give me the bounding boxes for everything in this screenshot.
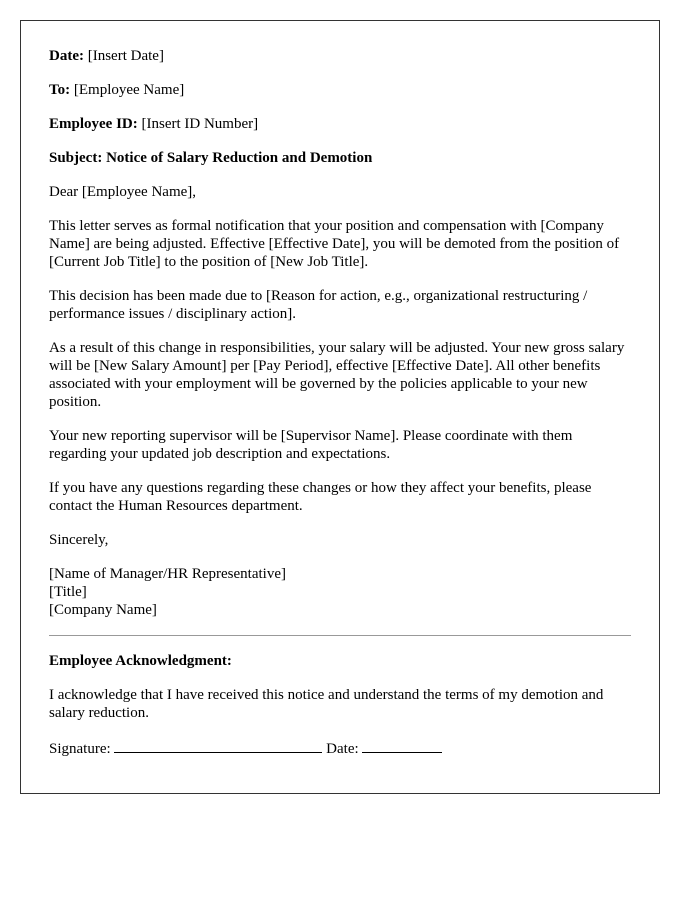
- date-line: [49, 47, 631, 65]
- ack-date-label: Date:: [326, 741, 359, 757]
- signature-line: [49, 738, 631, 758]
- signer-title: [Title]: [49, 584, 87, 600]
- signer-name: [Name of Manager/HR Representative]: [49, 566, 286, 582]
- to-label: To:: [49, 82, 71, 98]
- employee-id-label: Employee ID:: [49, 116, 138, 132]
- section-divider: [49, 635, 631, 636]
- date-value: [Insert Date]: [87, 48, 164, 64]
- signer-company: [Company Name]: [49, 602, 157, 618]
- signature-blank[interactable]: [114, 738, 322, 753]
- body-paragraph-3: As a result of this change in responsibilities, your salary will be adjusted. Your new gross salary will be [New Salary Amount] per [Pay Period], effective [Effective Date]. All other benefits associated with your employment will be governed by the policies applicable to your new position.: [49, 340, 625, 410]
- signature-block: [49, 565, 631, 619]
- employee-id-line: [49, 115, 631, 133]
- body-paragraph-4: Your new reporting supervisor will be [Supervisor Name]. Please coordinate with them regarding your updated job description and expectations.: [49, 428, 573, 462]
- subject-line: Subject: Notice of Salary Reduction and Demotion: [49, 150, 373, 166]
- to-value: [Employee Name]: [73, 82, 185, 98]
- acknowledgment-heading: Employee Acknowledgment:: [49, 653, 232, 669]
- date-blank[interactable]: [362, 738, 442, 753]
- employee-id-value: [Insert ID Number]: [141, 116, 259, 132]
- acknowledgment-text: I acknowledge that I have received this notice and understand the terms of my demotion and salary reduction.: [49, 687, 604, 721]
- date-label: Date:: [49, 48, 84, 64]
- salutation: Dear [Employee Name],: [49, 184, 197, 200]
- body-paragraph-1: This letter serves as formal notification that your position and compensation with [Company Name] are being adjusted. Effective [Effective Date], you will be demoted from the position of [Current Job Title] to the position of [New Job Title].: [49, 218, 620, 270]
- body-paragraph-5: If you have any questions regarding these changes or how they affect your benefits, please contact the Human Resources department.: [49, 480, 592, 514]
- to-line: [49, 81, 631, 99]
- body-paragraph-2: This decision has been made due to [Reason for action, e.g., organizational restructuring / performance issues / disciplinary action].: [49, 288, 588, 322]
- signature-label: Signature:: [49, 741, 111, 757]
- closing: Sincerely,: [49, 532, 109, 548]
- letter-document: [20, 20, 660, 794]
